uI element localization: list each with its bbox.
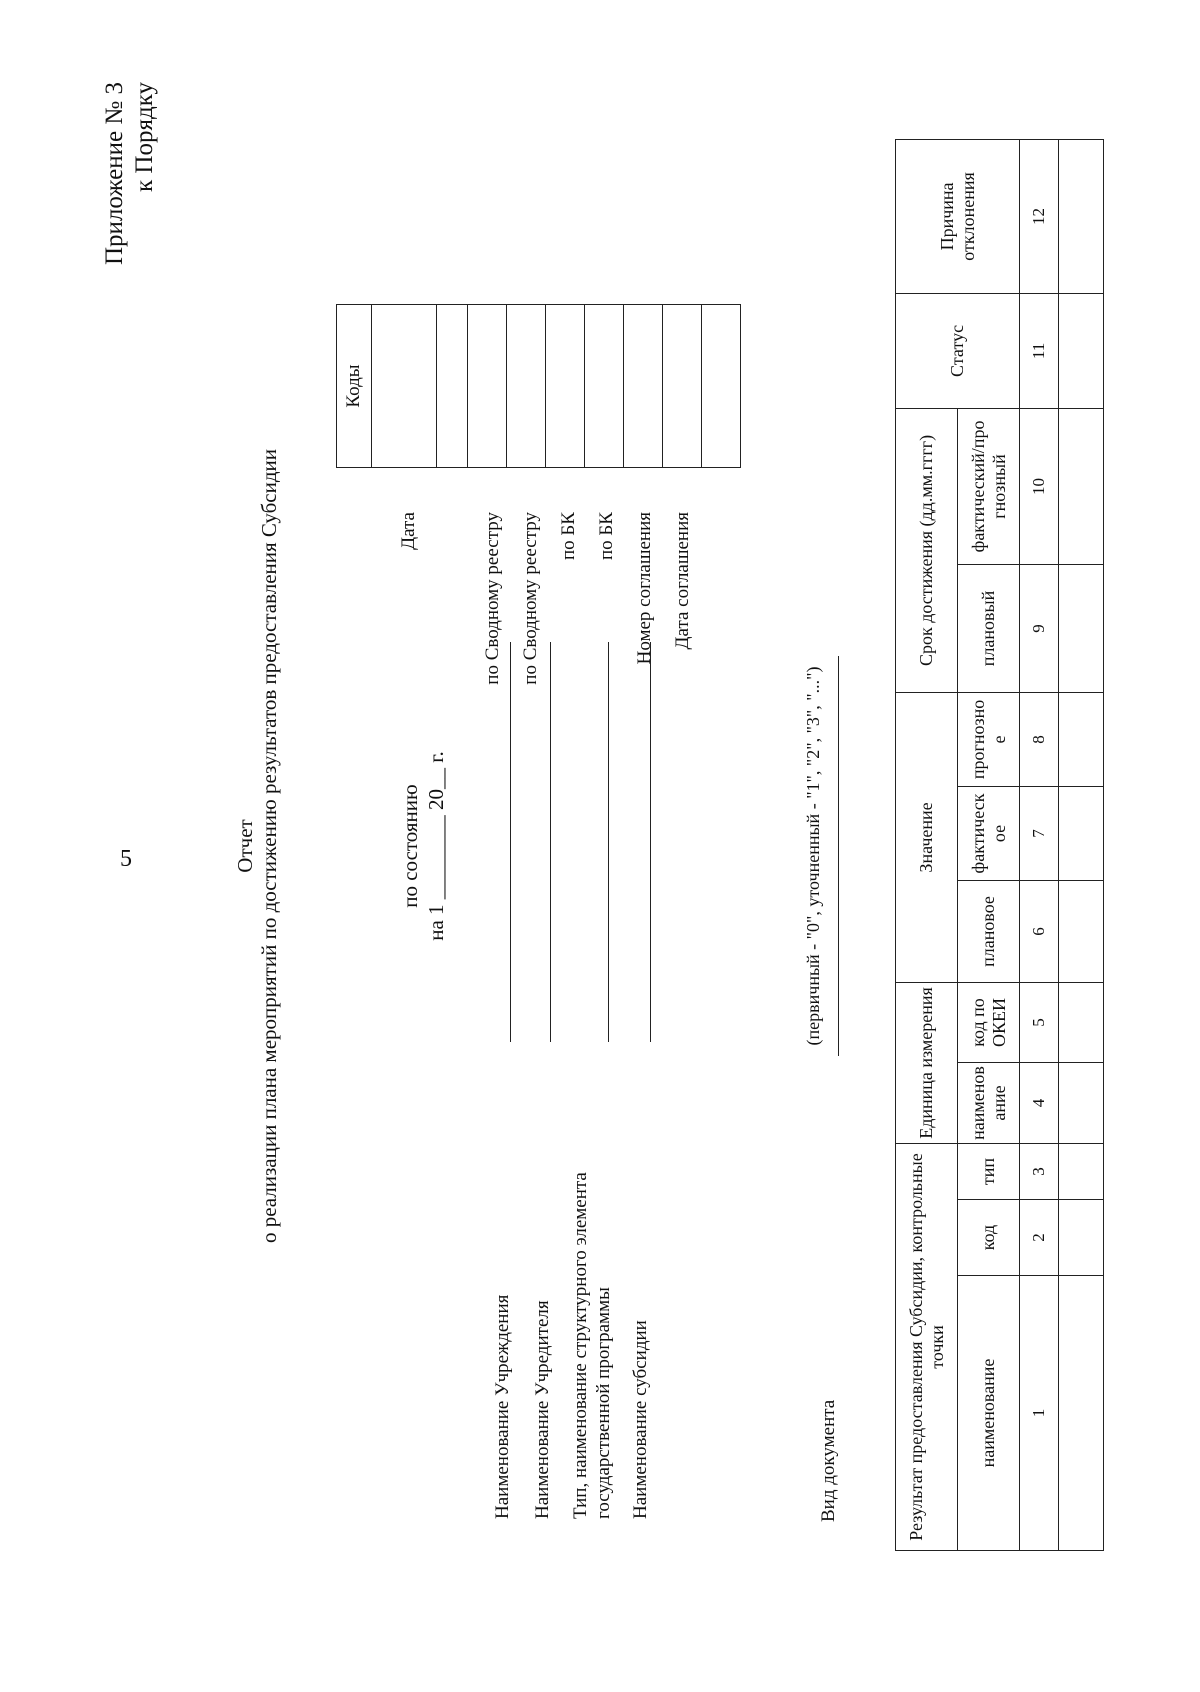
report-title: Отчет xyxy=(233,819,257,873)
field-doc-type-label: Вид документа xyxy=(818,1399,839,1522)
subheader-planned: плановое xyxy=(958,880,1020,982)
column-number: 3 xyxy=(1020,1144,1059,1200)
code-cell-date xyxy=(372,305,437,468)
field-structural-element-line[interactable] xyxy=(608,642,609,1042)
column-number: 5 xyxy=(1020,982,1059,1062)
codes-label-registry-2: по Сводному реестру xyxy=(520,512,541,685)
field-institution-label: Наименование Учреждения xyxy=(492,1294,513,1519)
column-number: 10 xyxy=(1020,408,1059,564)
column-number: 9 xyxy=(1020,564,1059,692)
code-cell-bk-2 xyxy=(585,305,624,468)
header-value: Значение xyxy=(896,692,958,982)
codes-table xyxy=(336,304,741,468)
table-cell[interactable] xyxy=(1059,880,1104,982)
table-cell[interactable] xyxy=(1059,692,1104,786)
code-cell-extra xyxy=(702,305,741,468)
subheader-unit-name: наименов ание xyxy=(958,1063,1020,1144)
subheader-actual: фактическ ое xyxy=(958,786,1020,880)
codes-label-bk-2: по БК xyxy=(596,512,617,561)
table-cell[interactable] xyxy=(1059,293,1104,408)
code-cell-bk-1 xyxy=(546,305,585,468)
appendix-note xyxy=(100,82,160,265)
table-cell[interactable] xyxy=(1059,408,1104,564)
table-cell[interactable] xyxy=(1059,139,1104,293)
field-founder-label: Наименование Учредителя xyxy=(532,1300,553,1519)
codes-label-bk-1: по БК xyxy=(558,512,579,561)
appendix-line-1: Приложение № 3 xyxy=(101,82,128,266)
report-subtitle: о реализации плана мероприятий по достижению результатов предоставления Субсидии xyxy=(257,448,281,1244)
code-cell-agreement-number xyxy=(624,305,663,468)
field-institution-line[interactable] xyxy=(510,642,511,1042)
code-cell-agreement-date xyxy=(663,305,702,468)
codes-label-date: Дата xyxy=(398,512,419,550)
subheader-forecast: прогнозно е xyxy=(958,692,1020,786)
table-cell[interactable] xyxy=(1059,1200,1104,1276)
table-cell[interactable] xyxy=(1059,982,1104,1062)
table-cell[interactable] xyxy=(1059,564,1104,692)
header-result: Результат предоставления Субсидии, контрольные точки xyxy=(896,1144,958,1551)
subheader-name: наименование xyxy=(958,1276,1020,1551)
column-number: 7 xyxy=(1020,786,1059,880)
header-unit: Единица измерения xyxy=(896,982,958,1143)
doc-type-hint: (первичный - "0", уточненный - "1", "2", "3", "...") xyxy=(803,666,823,1046)
column-number: 8 xyxy=(1020,692,1059,786)
header-status: Статус xyxy=(896,293,1020,408)
page-number: 5 xyxy=(120,846,132,872)
table-cell[interactable] xyxy=(1059,1276,1104,1551)
results-table xyxy=(895,139,1104,1551)
header-deadline: Срок достижения (дд.мм.гггг) xyxy=(896,408,958,692)
header-reason: Причина отклонения xyxy=(896,139,1020,293)
subheader-okei: код по ОКЕИ xyxy=(958,982,1020,1062)
column-number: 6 xyxy=(1020,880,1059,982)
column-number: 1 xyxy=(1020,1276,1059,1551)
subheader-code: код xyxy=(958,1200,1020,1276)
column-number-row xyxy=(1020,139,1059,1550)
code-cell-registry-2 xyxy=(507,305,546,468)
table-row xyxy=(1059,139,1104,1550)
field-subsidy-label: Наименование субсидии xyxy=(630,1320,651,1519)
codes-label-agreement-number: Номер соглашения xyxy=(634,512,655,665)
as-of-label: по состоянию xyxy=(398,784,422,908)
subheader-deadline-planned: плановый xyxy=(958,564,1020,692)
table-cell[interactable] xyxy=(1059,786,1104,880)
column-number: 4 xyxy=(1020,1063,1059,1144)
column-number: 11 xyxy=(1020,293,1059,408)
subheader-type: тип xyxy=(958,1144,1020,1200)
as-of-date: на 1 ________ 20__ г. xyxy=(424,751,448,941)
field-structural-element-label: Тип, наименование структурного элемента государственной программы xyxy=(570,1172,614,1519)
column-number: 2 xyxy=(1020,1200,1059,1276)
codes-label-agreement-date: Дата соглашения xyxy=(672,512,693,650)
table-cell[interactable] xyxy=(1059,1063,1104,1144)
field-doc-type-line[interactable] xyxy=(838,656,839,1056)
table-cell[interactable] xyxy=(1059,1144,1104,1200)
field-subsidy-line[interactable] xyxy=(650,642,651,1042)
subheader-deadline-actual: фактический/про гнозный xyxy=(958,408,1020,564)
code-cell-blank xyxy=(437,305,468,468)
code-cell-registry-1 xyxy=(468,305,507,468)
column-number: 12 xyxy=(1020,139,1059,293)
field-founder-line[interactable] xyxy=(550,642,551,1042)
codes-label-registry-1: по Сводному реестру xyxy=(482,512,503,685)
codes-header: Коды xyxy=(337,305,372,468)
appendix-line-2: к Порядку xyxy=(131,82,158,192)
